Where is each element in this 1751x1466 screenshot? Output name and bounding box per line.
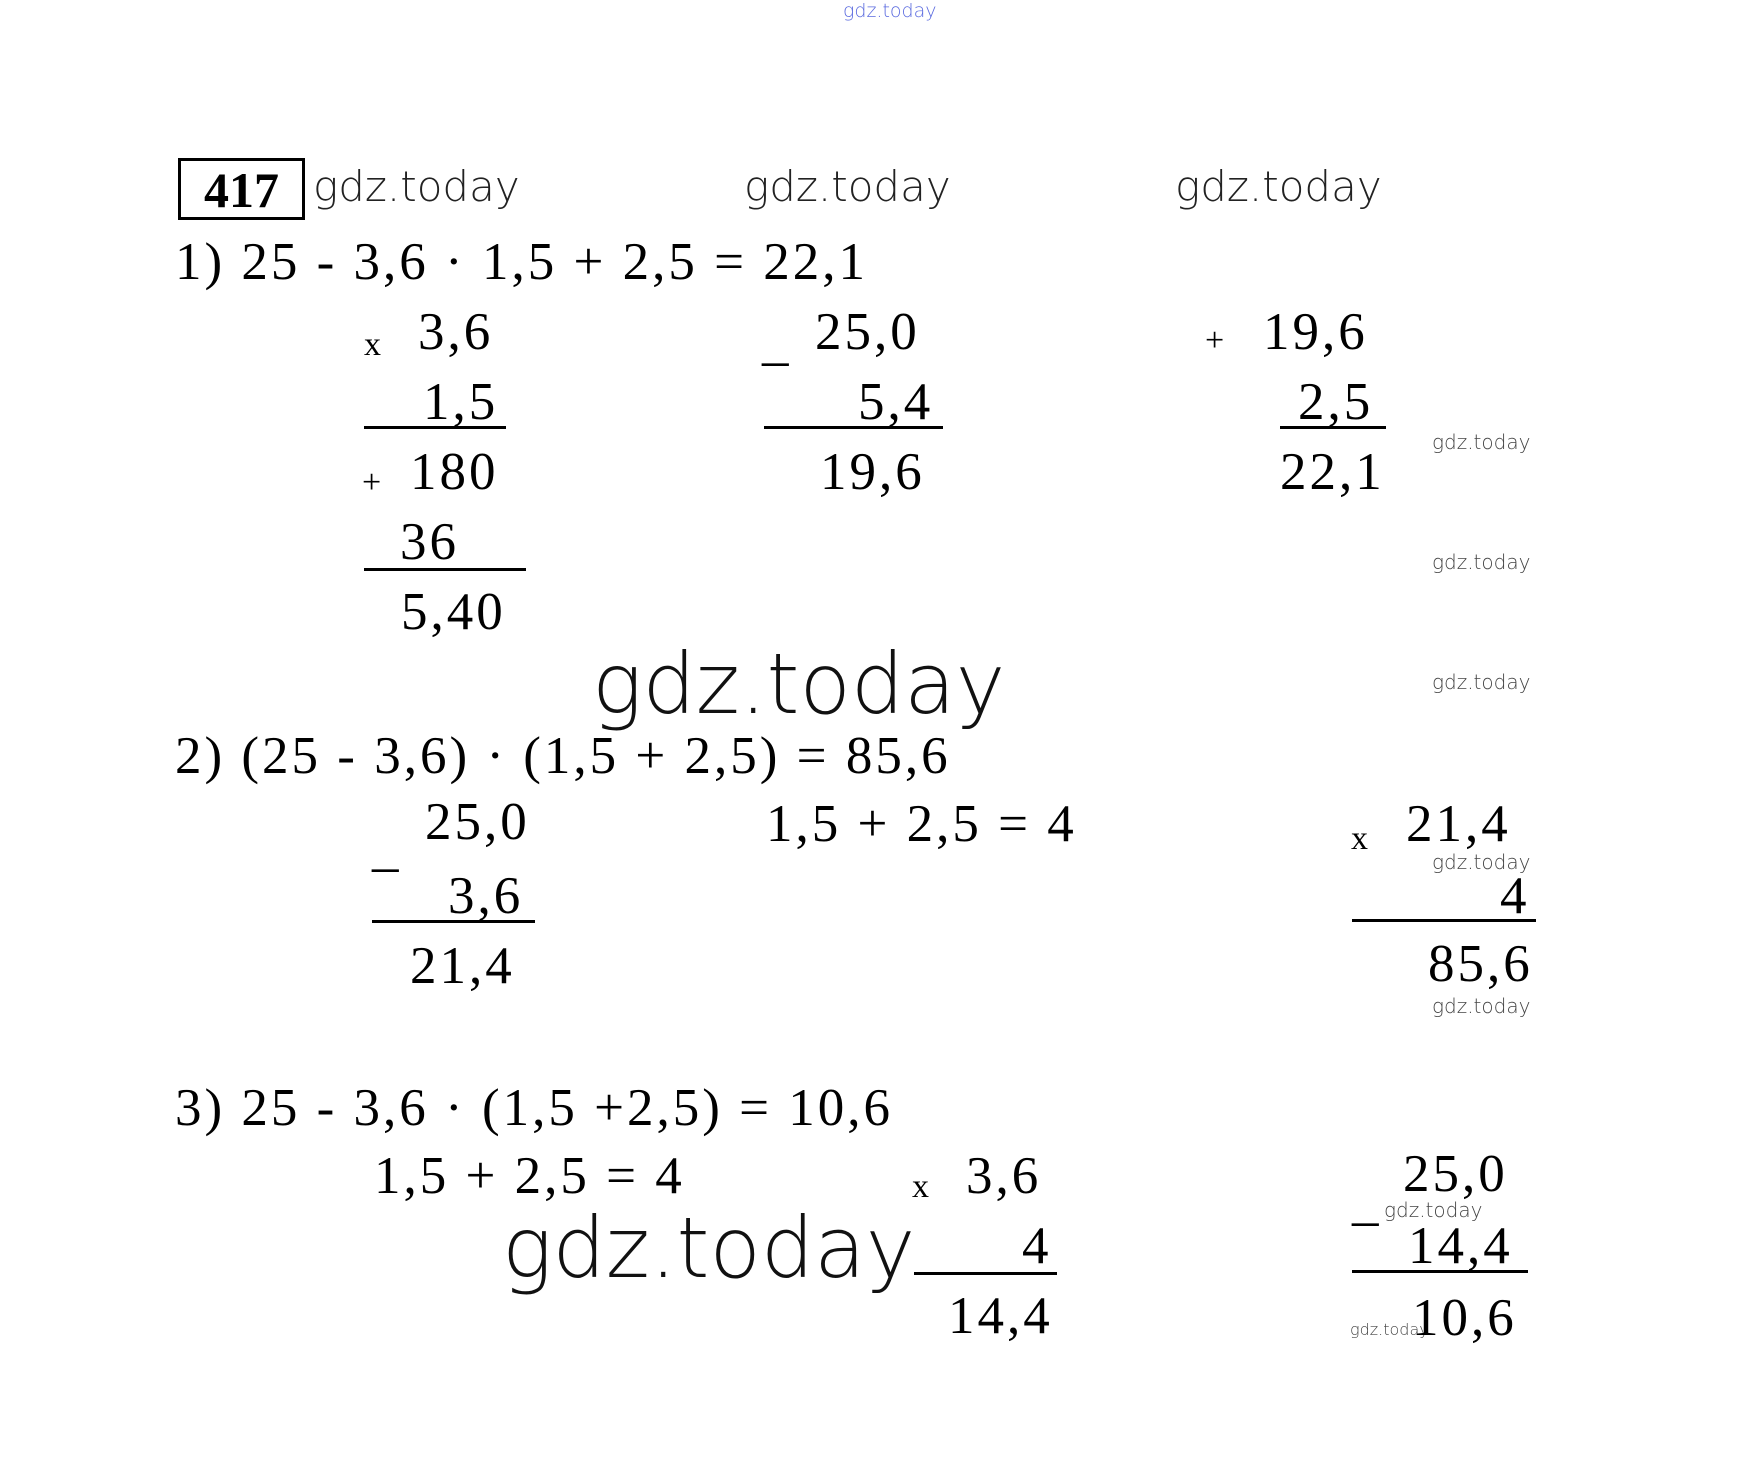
part3-mult-result: 14,4: [948, 1287, 1053, 1345]
part1-mult-a: 3,6: [418, 303, 494, 361]
part1-add-b: 2,5: [1298, 373, 1374, 431]
watermark-big-1: gdz.today: [592, 635, 1006, 733]
part1-mult-b: 1,5: [423, 373, 499, 431]
part1-mult-result: 5,40: [401, 583, 506, 641]
watermark-row-3: gdz.today: [1175, 162, 1382, 211]
watermark-small-4: gdz.today: [1432, 850, 1531, 874]
part1-add-a: 19,6: [1263, 303, 1368, 361]
part2-sub-sign: _: [372, 819, 402, 877]
part1-sub-b: 5,4: [858, 373, 934, 431]
part3-mult-sign: x: [912, 1168, 929, 1205]
part2-mult-sign: x: [1351, 820, 1368, 857]
part2-sub-line: [372, 920, 535, 923]
part3-sub-b: 14,4: [1408, 1217, 1513, 1275]
watermark-tiny: gdz.today: [1350, 1320, 1429, 1339]
part3-sub-sign: _: [1352, 1173, 1382, 1231]
watermark-small-5: gdz.today: [1432, 994, 1531, 1018]
watermark-row-2: gdz.today: [744, 162, 951, 211]
watermark-small-6: gdz.today: [1384, 1198, 1483, 1222]
part1-mult-partial-2: 36: [400, 513, 459, 571]
part1-add-result: 22,1: [1280, 443, 1385, 501]
part1-sub-line: [764, 426, 943, 429]
part2-mult-result: 85,6: [1428, 935, 1533, 993]
part3-mult-b: 4: [1022, 1217, 1052, 1275]
part3-sub-a: 25,0: [1403, 1145, 1508, 1203]
part2-equation: 2) (25 - 3,6) · (1,5 + 2,5) = 85,6: [175, 727, 951, 785]
part1-mult-plus: +: [362, 464, 382, 501]
part2-sub-a: 25,0: [425, 793, 530, 851]
part3-equation: 3) 25 - 3,6 · (1,5 +2,5) = 10,6: [175, 1079, 894, 1137]
part2-sub-result: 21,4: [410, 937, 515, 995]
part2-mult-line: [1352, 919, 1536, 922]
part1-add-line: [1280, 426, 1386, 429]
part1-equation: 1) 25 - 3,6 · 1,5 + 2,5 = 22,1: [175, 233, 868, 291]
part1-sub-result: 19,6: [820, 443, 925, 501]
part1-sub-sign: _: [762, 313, 792, 371]
watermark-big-2: gdz.today: [502, 1199, 916, 1297]
part3-sub-result: 10,6: [1412, 1289, 1517, 1347]
part1-mult-sign: x: [364, 326, 381, 363]
part3-sum-line: 1,5 + 2,5 = 4: [374, 1147, 685, 1205]
watermark-top: gdz.today: [843, 0, 937, 22]
part2-mult-a: 21,4: [1406, 795, 1511, 853]
watermark-row-1: gdz.today: [313, 162, 520, 211]
part2-sum-line: 1,5 + 2,5 = 4: [766, 795, 1077, 853]
part3-mult-a: 3,6: [966, 1147, 1042, 1205]
part1-mult-partial-1: 180: [410, 443, 499, 501]
part2-mult-b: 4: [1500, 867, 1530, 925]
part1-mult-line-2: [364, 568, 526, 571]
part1-sub-a: 25,0: [815, 303, 920, 361]
part1-mult-line-1: [364, 426, 506, 429]
watermark-small-2: gdz.today: [1432, 550, 1531, 574]
part2-sub-b: 3,6: [448, 867, 524, 925]
part3-mult-line: [914, 1272, 1057, 1275]
part1-add-sign: +: [1205, 322, 1225, 359]
problem-number-box: 417: [178, 158, 305, 220]
part3-sub-line: [1352, 1270, 1528, 1273]
watermark-small-1: gdz.today: [1432, 430, 1531, 454]
watermark-small-3: gdz.today: [1432, 670, 1531, 694]
